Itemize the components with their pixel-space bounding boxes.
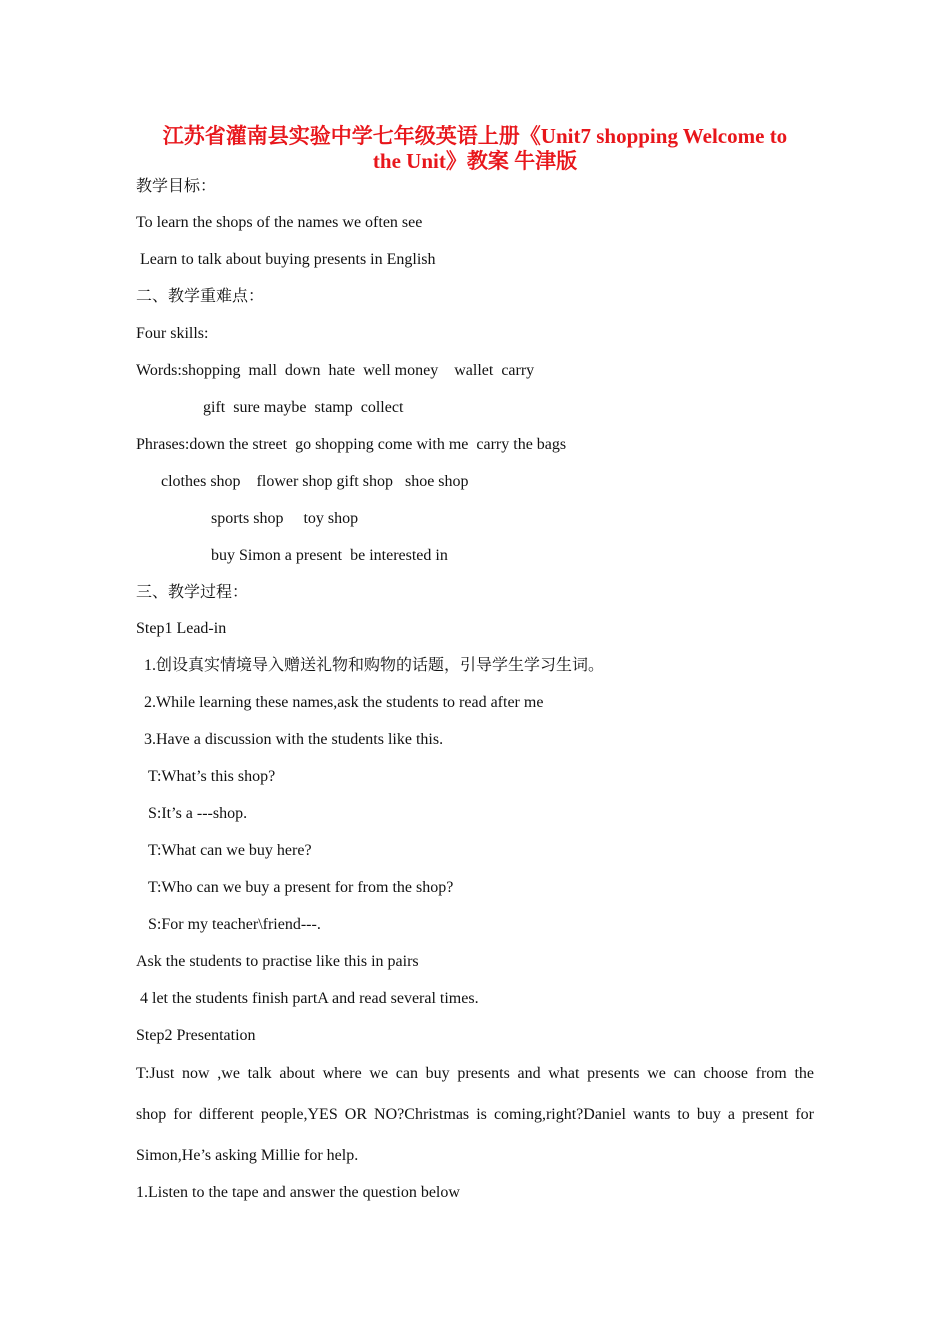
- step1-item-2: 2.While learning these names,ask the students to read after me: [144, 694, 544, 711]
- words-line-2: gift sure maybe stamp collect: [203, 399, 404, 416]
- title-line-1: 江苏省灌南县实验中学七年级英语上册《Unit7 shopping Welcome to: [162, 124, 788, 148]
- step2-heading: Step2 Presentation: [136, 1027, 256, 1044]
- words-line: Words:shopping mall down hate well money wallet carry: [136, 362, 535, 379]
- dialogue-t1: T:What’s this shop?: [148, 768, 276, 785]
- listen-task: 1.Listen to the tape and answer the question below: [136, 1184, 460, 1201]
- document-title: [130, 124, 820, 174]
- dialogue-s2: S:For my teacher\friend---.: [148, 916, 321, 933]
- dialogue-s1: S:It’s a ---shop.: [148, 805, 248, 822]
- phrases-line-4: buy Simon a present be interested in: [211, 547, 448, 564]
- phrases-line-2: clothes shop flower shop gift shop shoe shop: [161, 473, 469, 490]
- section-key-points: 二、教学重难点：: [136, 288, 265, 305]
- step1-item-4: 4 let the students finish partA and read several times.: [136, 990, 479, 1007]
- section-procedure: 三、教学过程：: [136, 584, 249, 601]
- practise-pairs: Ask the students to practise like this in pairs: [136, 953, 419, 970]
- presentation-paragraph-line-1: T:Just now ,we talk about where we can buy presents and what presents we can choose from the: [136, 1065, 814, 1082]
- goal-2: Learn to talk about buying presents in English: [136, 251, 436, 268]
- phrases-line-3: sports shop toy shop: [211, 510, 359, 527]
- dialogue-t3: T:Who can we buy a present for from the shop?: [148, 879, 454, 896]
- dialogue-t2: T:What can we buy here?: [148, 842, 312, 859]
- goal-1: To learn the shops of the names we often see: [136, 214, 423, 231]
- step1-item-1: 1.创设真实情境导入赠送礼物和购物的话题，引导学生学习生词。: [144, 657, 605, 674]
- section-teaching-goals: 教学目标：: [136, 178, 217, 195]
- phrases-line: Phrases:down the street go shopping come with me carry the bags: [136, 436, 567, 453]
- title-line-2: the Unit》教案 牛津版: [372, 149, 578, 173]
- presentation-paragraph-line-2: shop for different people,YES OR NO?Christmas is coming,right?Daniel wants to buy a present for: [136, 1106, 814, 1123]
- four-skills: Four skills:: [136, 325, 209, 342]
- presentation-paragraph-line-3: Simon,He’s asking Millie for help.: [136, 1147, 359, 1164]
- step1-heading: Step1 Lead-in: [136, 620, 227, 637]
- step1-item-3: 3.Have a discussion with the students like this.: [144, 731, 444, 748]
